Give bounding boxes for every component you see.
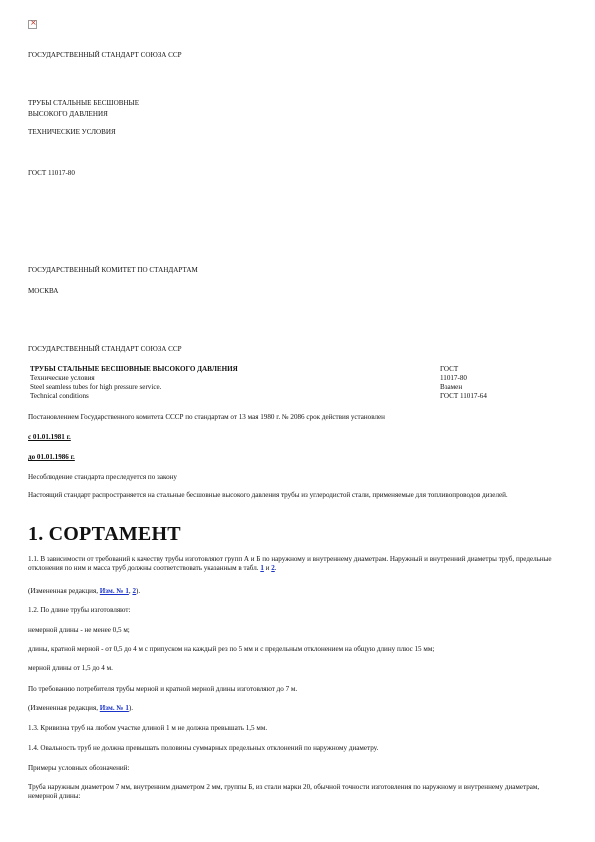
standard-title-ussr-2: ГОСУДАРСТВЕННЫЙ СТАНДАРТ СОЮЗА ССР (28, 345, 182, 353)
paragraph-1-4: 1.4. Овальность труб не должна превышать половины суммарных предельных отклонений по наружному диаметру. (28, 744, 379, 752)
title-table-name-en-2: Technical conditions (30, 392, 89, 400)
committee-name: ГОСУДАРСТВЕННЫЙ КОМИТЕТ ПО СТАНДАРТАМ (28, 266, 198, 274)
table-2-link[interactable]: 2 (271, 564, 275, 572)
length-multiple: длины, кратной мерной - от 0,5 до 4 м с припуском на каждый рез по 5 мм и с предельным отклонением на общую длину плюс 15 мм; (28, 645, 435, 653)
length-random: немерной длины - не менее 0,5 м; (28, 626, 130, 634)
title-table-name-en: Steel seamless tubes for high pressure service. (30, 383, 162, 391)
title-table-replace-label: Взамен (440, 383, 463, 391)
scope-paragraph: Настоящий стандарт распространяется на стальные бесшовные высокого давления трубы из углеродистой стали, применяемые для топливопроводов дизелей. (28, 491, 508, 499)
broken-image-icon (28, 20, 37, 29)
section-heading-assortment: 1. СОРТАМЕНТ (28, 523, 181, 545)
paragraph-1-1 (28, 555, 568, 573)
length-customer-request: По требованию потребителя трубы мерной и кратной мерной длины изготовляют до 7 м. (28, 685, 298, 693)
revision-note-1-suffix: ). (135, 587, 141, 595)
standard-title-ussr: ГОСУДАРСТВЕННЫЙ СТАНДАРТ СОЮЗА ССР (28, 51, 182, 59)
revision-note-2-suffix: ). (128, 704, 134, 712)
amendment-1-link[interactable]: Изм. № 1 (99, 587, 129, 595)
paragraph-1-1-end: . (274, 564, 277, 572)
title-table-name: ТРУБЫ СТАЛЬНЫЕ БЕСШОВНЫЕ ВЫСОКОГО ДАВЛЕНИЯ (30, 365, 238, 373)
paragraph-1-1-and: и (265, 564, 270, 572)
paragraph-1-1-text: 1.1. В зависимости от требований к качеству трубы изготовляют групп А и Б по наружному и внутреннему диаметрам. Наружный и внутренний диаметры труб, предельные отклонения по ним и масса труб должны соответствовать указанным в табл. (28, 555, 552, 572)
table-1-link[interactable]: 1 (260, 564, 264, 572)
validity-to: до 01.01.1986 г. (28, 453, 75, 461)
revision-note-1-sep: , (128, 587, 131, 595)
revision-note-1 (28, 587, 140, 596)
city-name: МОСКВА (28, 287, 59, 295)
revision-note-2-prefix: (Измененная редакция, (28, 704, 98, 712)
document-title-line-1: ТРУБЫ СТАЛЬНЫЕ БЕСШОВНЫЕ (28, 99, 140, 107)
paragraph-1-2: 1.2. По длине трубы изготовляют: (28, 606, 131, 614)
amendment-2-link[interactable]: 2 (132, 587, 136, 595)
title-table-gost-number: 11017-80 (440, 374, 467, 382)
title-table-gost-label: ГОСТ (440, 365, 459, 373)
validity-from: с 01.01.1981 г. (28, 433, 71, 441)
decree-text: Постановлением Государственного комитета СССР по стандартам от 13 мая 1980 г. № 2086 срок действия установлен (28, 413, 385, 421)
revision-note-2 (28, 704, 133, 713)
revision-note-1-prefix: (Измененная редакция, (28, 587, 98, 595)
amendment-1-link-2[interactable]: Изм. № 1 (99, 704, 129, 712)
gost-number: ГОСТ 11017-80 (28, 169, 75, 177)
length-measured: мерной длины от 1,5 до 4 м. (28, 664, 113, 672)
paragraph-1-3: 1.3. Кривизна труб на любом участке длиной 1 м не должна превышать 1,5 мм. (28, 724, 268, 732)
document-subtitle: ТЕХНИЧЕСКИЕ УСЛОВИЯ (28, 128, 116, 136)
examples-heading: Примеры условных обозначений: (28, 764, 130, 772)
title-table-name-ru: Технические условия (30, 374, 95, 382)
law-notice: Несоблюдение стандарта преследуется по закону (28, 473, 177, 481)
document-title-line-2: ВЫСОКОГО ДАВЛЕНИЯ (28, 110, 108, 118)
example-1: Труба наружным диаметром 7 мм, внутренним диаметром 2 мм, группы Б, из стали марки 20, обычной точности изготовления по наружному и внутреннему диаметрам, немерной длины: (28, 783, 540, 800)
title-table-replace-number: ГОСТ 11017-64 (440, 392, 487, 400)
